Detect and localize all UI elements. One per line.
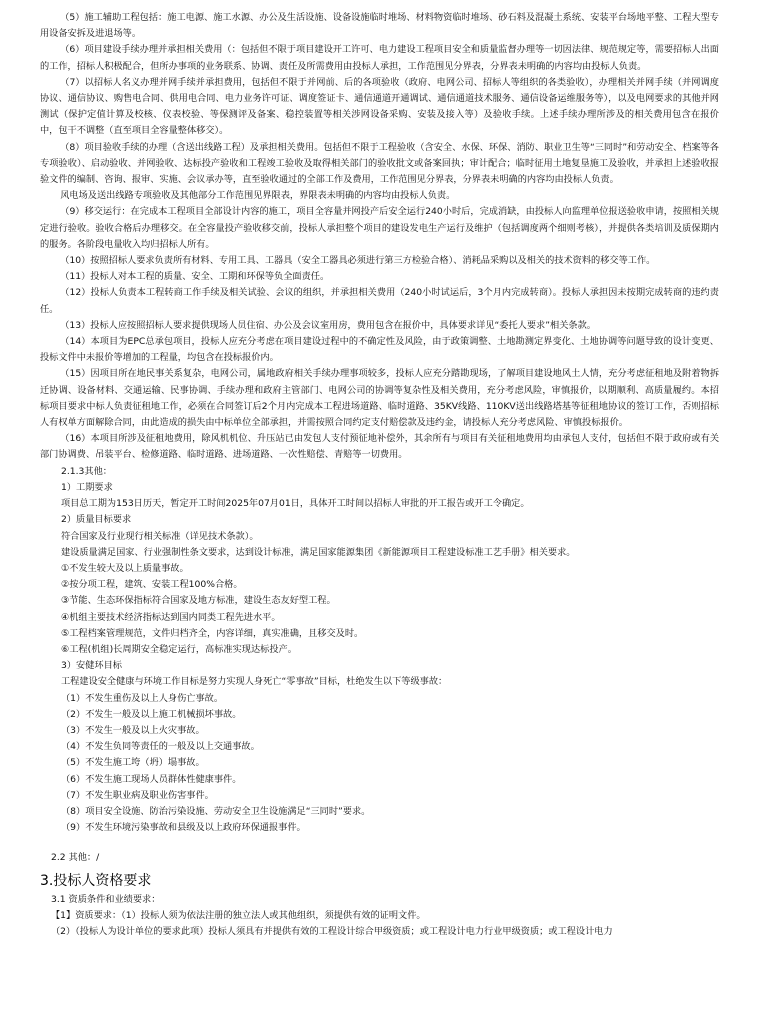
safety-item: （1）不发生重伤及以上人身伤亡事故。 [61,692,224,704]
safety-item: （3）不发生一般及以上火灾事故。 [61,724,205,736]
schedule-text: 项目总工期为153日历天，暂定开工时间2025年07月01日，具体开工时间以招标人审批的开工报告或开工令确定。 [61,498,530,510]
paragraph-8: （8）项目验收手续的办理（含送出线路工程）及承担相关费用。包括但不限于工程验收（含安全、水保、环保、消防、职业卫生等“三同时”和劳动安全、档案等各专项验收）、启动验收、并网验收、达标投产验收和工程竣工验收及取得相关部门的验收批文或备案回执；审计配合；临时征用土地复垦施工及验收，并承担上述验收报验文件的编制、咨询、报审、实施、会议承办等，直至验收通过的全部工作及费用，工作范围见分界表，分界表未明确的内容均由投标人负责。 [40,141,719,186]
quality-line: ③节能、生态环保指标符合国家及地方标准，建设生态友好型工程。 [61,595,336,607]
heading-3-bidder-qualification: 3.投标人资格要求 [40,872,152,889]
requirement-2: （2）（投标人为设计单位的要求此项）投标人须具有并提供有效的工程设计综合甲级资质；或工程设计电力行业甲级资质；或工程设计电力 [51,925,613,937]
safety-item: （8）项目安全设施、防治污染设施、劳动安全卫生设施满足“三同时”要求。 [61,805,371,817]
quality-line: ②按分项工程，建筑、安装工程100%合格。 [61,579,243,591]
quality-line: ④机组主要技术经济指标达到国内同类工程先进水平。 [61,611,281,623]
spacer [40,836,719,850]
paragraph-10: （10）按照招标人要求负责所有材料、专用工具、工器具（安全工器具必须进行第三方检验合格）、消耗品采购以及相关的技术资料的移交等工作。 [60,255,656,267]
quality-line: ⑥工程(机组)长周期安全稳定运行，高标准实现达标投产。 [61,643,297,655]
requirement-1: 【1】资质要求：（1）投标人须为依法注册的独立法人或其他组织，须提供有效的证明文件。 [51,909,426,921]
quality-line: ⑤工程档案管理规范，文件归档齐全，内容详细，真实准确，且移交及时。 [61,627,364,639]
safety-item: （5）不发生施工垮（坍）塌事故。 [61,757,205,769]
safety-item: （2）不发生一般及以上施工机械损坏事故。 [61,708,242,720]
section-2-2: 2.2 其他：/ [51,852,100,864]
paragraph-13: （13）投标人应按照招标人要求提供现场人员住宿、办公及会议室用房，费用包含在报价中，具体要求详见“委托人要求”相关条款。 [60,319,596,331]
paragraph-7: （7）以招标人名义办理并网手续并承担费用，包括但不限于并网前、后的各项验收（政府、电网公司、招标人等组织的各类验收），办理相关并网手续（并网调度协议、通信协议、购售电合同、供用电合同、电力业务许可证、调度签证卡、通信通道开通调试、通信通道技术服务、通信设备运维服务等），以及电网要求的其他并网测试（保护定值计算及校核、仪表校验、等保测评及备案、稳控装置等相关涉网设备采购、安装及接入等）及验收手续。上述手续办理所涉及的相关费用包含在报价中，包干不调整（直至项目全容量整体移交）。 [40,76,719,137]
section-2-1-3-title: 2.1.3其他： [61,465,112,477]
safety-intro: 工程建设安全健康与环境工作目标是努力实现人身死亡“零事故”目标，杜绝发生以下等级事故： [61,676,448,688]
paragraph-5: （5）施工辅助工程包括：施工电源、施工水源、办公及生活设施、设备设施临时堆场、材料物资临时堆场、砂石料及混凝土系统、安装平台场地平整、工程大型专用设备安拆及进退场等。 [40,12,719,40]
safety-item: （9）不发生环境污染事故和县级及以上政府环保通报事件。 [61,822,306,834]
paragraph-wind-farm: 风电场及送出线路专项验收及其他部分工作范围见界限表，界限表未明确的内容均由投标人负责。 [60,190,456,202]
safety-item: （7）不发生职业病及职业伤害事件。 [61,789,214,801]
schedule-title: 1）工期要求 [61,481,113,493]
paragraph-9: （9）移交运行：在完成本工程项目全部设计内容的施工，项目全容量并网投产后安全运行240小时后，完成消缺，由投标人向监理单位报送验收申请，按照相关规定进行验收。验收合格后办理移交。在全容量投产验收移交前，投标人承担整个项目的建设发电生产运行及维护（包括调度两个细则考核），并提供各类培训及质保期内的服务。各阶段电量收入均归招标人所有。 [40,206,719,250]
paragraph-15: （15）因项目所在地民事关系复杂，电网公司，属地政府相关手续办理事项较多，投标人应充分踏勘现场，了解项目建设地风土人情，充分考虑征租地及附着物拆迁协调、设备材料、交通运输、民事协调、手续办理和政府主管部门、电网公司的协调等复杂性及相关费用，充分考虑风险，审慎报价，以期顺利、高质量履约。本招标项目要求中标人负责征租地工作，必须在合同签订后2个月内完成本工程进场道路、临时道路、35KV线路、110KV送出线路塔基等征租地协议的签订工作，否则招标人有权单方面解除合同，由此造成的损失由中标单位全部承担，并需按照合同约定支付赔偿款及违约金，请投标人充分考虑风险、审慎投标报价。 [40,368,719,429]
paragraph-16: （16）本项目所涉及征租地费用，除风机机位、升压站已由发包人支付预征地补偿外，其余所有与项目有关征租地费用均由承包人支付，包括但不限于政府或有关部门协调费、吊装平台、检修道路、临时道路、进场道路、一次性赔偿、青赔等一切费用。 [40,433,719,461]
paragraph-6: （6）项目建设手续办理并承担相关费用（：包括但不限于项目建设开工许可、电力建设工程项目安全和质量监督办理等一切因法律、规范规定等，需要招标人出面的工作，招标人积极配合，但所办事项的业务联系、协调、责任及所需费用由投标人承担，工作范围见分界表，分界表未明确的内容均由投标人负责。 [40,44,719,72]
paragraph-12: （12）投标人负责本工程转商工作手续及相关试验、会议的组织，并承担相关费用（240小时试运后，3个月内完成转商）。投标人承担因未按期完成转商的违约责任。 [40,287,719,315]
section-3-1: 3.1 资质条件和业绩要求： [51,893,161,905]
safety-item: （4）不发生负同等责任的一般及以上交通事故。 [61,741,260,753]
paragraph-11: （11）投标人对本工程的质量、安全、工期和环保等负全面责任。 [60,271,330,283]
quality-title: 2）质量目标要求 [61,514,132,526]
quality-line: ①不发生较大及以上质量事故。 [61,562,189,574]
safety-title: 3）安健环目标 [61,660,122,672]
safety-item: （6）不发生施工现场人员群体性健康事件。 [61,773,242,785]
quality-line: 符合国家及行业现行相关标准（详见技术条款）。 [61,530,259,542]
paragraph-14: （14）本项目为EPC总承包项目，投标人应充分考虑在项目建设过程中的不确定性及风险，由于政策调整、土地勘测定界变化、土地协调等问题导致的设计变更、投标文件中未报价等增加的工程量，均包含在投标报价内。 [40,336,719,364]
quality-line: 建设质量满足国家、行业强制性条文要求，达到设计标准，满足国家能源集团《新能源项目工程建设标准工艺手册》相关要求。 [61,546,576,558]
